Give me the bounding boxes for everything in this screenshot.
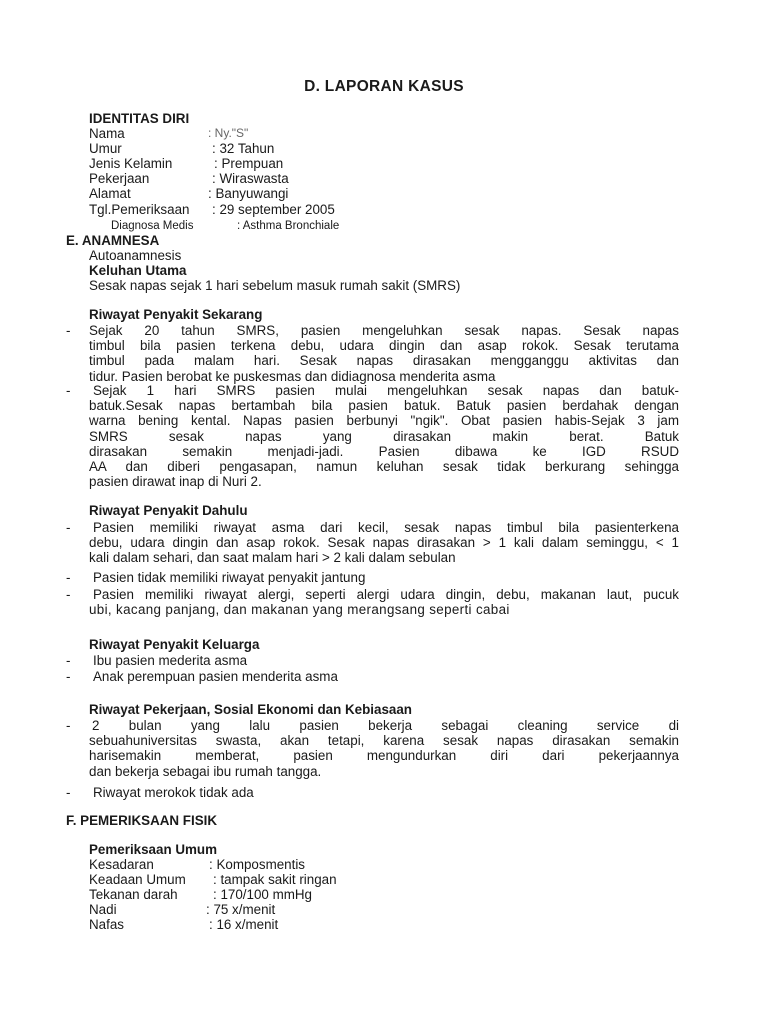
rpd-heading: Riwayat Penyakit Dahulu: [89, 503, 248, 518]
text-line: sebuahuniversitas swasta, akan tetapi, karena sesak napas dirasakan semakin: [89, 733, 679, 749]
rpsek-heading: Riwayat Pekerjaan, Sosial Ekonomi dan Kebiasaan: [89, 702, 412, 717]
text-line: 2 bulan yang lalu pasien bekerja sebagai cleaning service di: [92, 718, 679, 733]
anamnesa-heading: E. ANAMNESA: [66, 233, 160, 248]
bullet-dash: -: [66, 587, 71, 602]
field-value: : Ny."S": [208, 126, 249, 140]
field-label: Umur: [89, 141, 122, 156]
field-label: Tekanan darah: [89, 887, 178, 902]
text-line: Pasien memiliki riwayat alergi, seperti alergi udara dingin, debu, makanan laut, pucuk: [93, 587, 679, 602]
bullet-dash: -: [66, 570, 71, 585]
text-line: dirasakan semakin menjadi-jadi. Pasien dibawa ke IGD RSUD: [89, 443, 679, 459]
field-label: Nama: [89, 126, 125, 141]
field-value: : 32 Tahun: [212, 141, 275, 156]
keluhan-utama-heading: Keluhan Utama: [89, 263, 187, 278]
text-line: timbul pada malam hari. Sesak napas dirasakan mengganggu aktivitas dan: [89, 353, 679, 369]
field-label: Diagnosa Medis: [111, 220, 194, 232]
field-nadi: [89, 902, 276, 917]
fisik-heading: F. PEMERIKSAAN FISIK: [66, 813, 218, 828]
pemeriksaan-umum-heading: Pemeriksaan Umum: [89, 842, 218, 857]
text-line: AA dan diberi pengasapan, namun keluhan sesak tidak berkurang sehingga: [89, 458, 679, 474]
keluhan-utama-text: Sesak napas sejak 1 hari sebelum masuk rumah sakit (SMRS): [89, 278, 461, 293]
field-kesadaran: [89, 857, 306, 872]
rpsek-item-1: [89, 718, 679, 779]
field-label: Keadaan Umum: [89, 872, 186, 887]
text-line: tidur. Pasien berobat ke puskesmas dan didiagnosa menderita asma: [89, 368, 496, 384]
bullet-dash: -: [66, 323, 71, 338]
text-line: kali dalam sehari, dan saat malam hari > 2 kali dalam sebulan: [89, 550, 456, 566]
text-line: timbul bila pasien terkena debu, udara dingin dan asap rokok. Sesak terutama: [89, 338, 679, 354]
field-label: Tgl.Pemeriksaan: [89, 202, 190, 217]
field-tgl-pemeriksaan: [89, 202, 335, 217]
field-label: Pekerjaan: [89, 171, 150, 186]
field-value: : 29 september 2005: [212, 202, 335, 217]
text-line: debu, udara dingin dan asap rokok. Sesak napas dirasakan > 1 kali dalam seminggu, < 1: [89, 535, 679, 551]
field-value: : Asthma Bronchiale: [237, 220, 340, 232]
field-umur: [89, 141, 275, 156]
field-label: Nafas: [89, 917, 124, 932]
text-line: SMRS sesak napas yang dirasakan makin berat. Batuk: [89, 428, 679, 444]
rps-heading: Riwayat Penyakit Sekarang: [89, 307, 263, 322]
field-value: : Wiraswasta: [212, 171, 289, 186]
rpd-item-1: [89, 520, 679, 566]
bullet-dash: -: [66, 718, 71, 733]
field-value: : Komposmentis: [209, 857, 306, 872]
text-line: Pasien memiliki riwayat asma dari kecil, sesak napas timbul bila pasienterkena: [93, 520, 679, 535]
field-diagnosa-medis: [111, 219, 340, 234]
field-jenis-kelamin: [89, 156, 284, 171]
text-line: ubi, kacang panjang, dan makanan yang merangsang seperti cabai: [89, 602, 510, 618]
text-line: pasien dirawat inap di Nuri 2.: [89, 474, 262, 490]
text-line: batuk.Sesak napas bertambah bila pasien batuk. Batuk pasien berdahak dengan: [89, 398, 679, 414]
text-line: dan bekerja sebagai ibu rumah tangga.: [89, 763, 322, 779]
field-label: Jenis Kelamin: [89, 156, 173, 171]
field-pekerjaan: [89, 171, 289, 186]
text-line: Sejak 1 hari SMRS pasien mulai mengeluhkan sesak napas dan batuk-: [93, 383, 679, 398]
field-label: Nadi: [89, 902, 117, 917]
field-value: : 16 x/menit: [209, 917, 279, 932]
field-tekanan-darah: [89, 887, 312, 902]
bullet-dash: -: [66, 520, 71, 535]
text-line: Sejak 20 tahun SMRS, pasien mengeluhkan sesak napas. Sesak napas: [89, 323, 679, 338]
rpsek-item-2: Riwayat merokok tidak ada: [93, 785, 254, 800]
field-value: : tampak sakit ringan: [213, 872, 337, 887]
rpk-item-1: Ibu pasien mederita asma: [93, 653, 248, 668]
identitas-heading: IDENTITAS DIRI: [89, 111, 190, 126]
field-value: : Banyuwangi: [208, 186, 289, 201]
rpd-item-3: [89, 587, 679, 617]
rps-item-2: [89, 383, 679, 489]
page-title: D. LAPORAN KASUS: [304, 78, 464, 95]
rpk-item-2: Anak perempuan pasien menderita asma: [93, 669, 338, 684]
field-label: Alamat: [89, 186, 131, 201]
bullet-dash: -: [66, 383, 71, 398]
text-line: warna bening kental. Napas pasien berbunyi "ngik". Obat pasien habis-Sejak 3 jam: [89, 413, 679, 429]
field-value: : 75 x/menit: [206, 902, 276, 917]
field-alamat: [89, 186, 289, 201]
field-value: : Prempuan: [214, 156, 284, 171]
field-label: Kesadaran: [89, 857, 154, 872]
rpd-item-2: Pasien tidak memiliki riwayat penyakit jantung: [93, 570, 366, 585]
rps-item-1: [89, 323, 679, 384]
bullet-dash: -: [66, 669, 71, 684]
bullet-dash: -: [66, 785, 71, 800]
text-line: harisemakin memberat, pasien mengundurkan diri dari pekerjaannya: [89, 748, 679, 764]
bullet-dash: -: [66, 653, 71, 668]
field-keadaan-umum: [89, 872, 337, 887]
field-nafas: [89, 917, 279, 932]
field-value: : 170/100 mmHg: [213, 887, 312, 902]
field-nama: [89, 126, 249, 141]
autoanamnesis-text: Autoanamnesis: [89, 248, 182, 263]
rpk-heading: Riwayat Penyakit Keluarga: [89, 637, 260, 652]
